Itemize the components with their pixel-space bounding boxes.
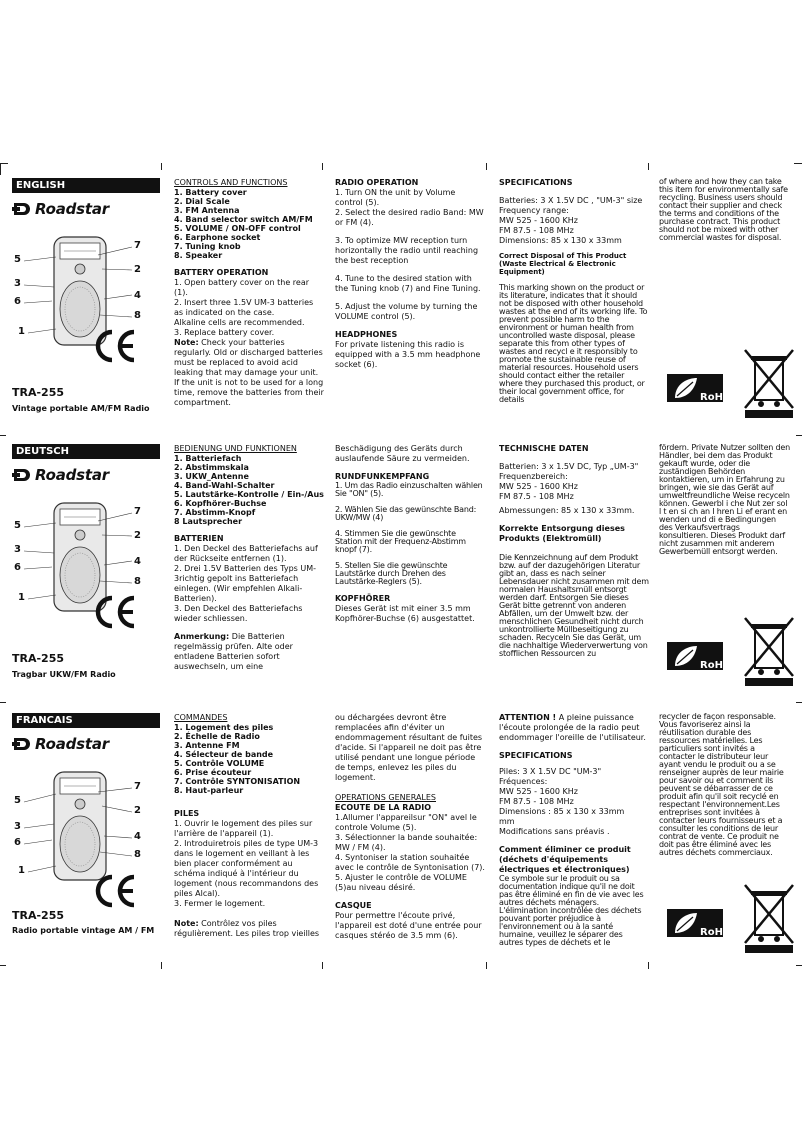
controls-item: 8. Haut-parleur xyxy=(174,786,244,795)
battery-step: 2. Drei 1.5V Batterien des Typs UM-3richtig gepolt ins Batteriefach einlegen. (Wir empfehlen Alkali-Batterien). xyxy=(174,564,317,603)
headphones-text: For private listening this radio is equipped with a 3.5 mm headphone socket (6). xyxy=(335,340,481,369)
figure-number: 4 xyxy=(134,290,141,301)
controls-list xyxy=(174,723,324,795)
ce-mark-icon xyxy=(92,328,138,364)
note-text-continued: Beschädigung des Geräts durch auslaufende Säure zu vermeiden. xyxy=(335,444,470,463)
battery-heading: PILES xyxy=(174,809,200,818)
disposal-text-continued: of where and how they can take this item for environmentally safe recycling. Business users should contact their supplier and check the terms and conditions of the purchase contract. This product should not be mixed with other commercial wastes for disposal. xyxy=(659,177,788,242)
spec-line: MW 525 - 1600 KHz xyxy=(499,216,578,225)
francais-controls-column xyxy=(174,713,324,939)
controls-item: 4. Band-Wahl-Schalter xyxy=(174,481,275,490)
model-description: Vintage portable AM/FM Radio xyxy=(12,404,150,413)
figure-number: 1 xyxy=(18,865,25,876)
rohs-leaf-icon xyxy=(667,642,731,671)
figure-number: 7 xyxy=(134,506,141,517)
battery-step: 3. Replace battery cover. xyxy=(174,328,275,337)
deutsch-section xyxy=(0,444,802,714)
roadstar-logo-icon xyxy=(12,736,32,752)
controls-item: 8. Speaker xyxy=(174,251,223,260)
radio-subheading: ECOUTE DE LA RADIO xyxy=(335,803,432,812)
compliance-marks xyxy=(667,881,797,961)
figure-number: 6 xyxy=(14,837,21,848)
english-spec-column xyxy=(499,178,649,404)
rohs-label: RoHS xyxy=(700,392,731,403)
radio-step: 5. Ajuster le contrôle de VOLUME (5)au niveau désiré. xyxy=(335,873,467,892)
controls-item: 4. Band selector switch AM/FM xyxy=(174,215,313,224)
controls-item: 5. Contrôle VOLUME xyxy=(174,759,265,768)
roadstar-logo-icon xyxy=(12,201,32,217)
battery-step: 1. Den Deckel des Batteriefachs auf der Rückseite entfernen (1). xyxy=(174,544,318,563)
disposal-heading: Correct Disposal of This Product (Waste Electrical & Electronic Equipment) xyxy=(499,252,627,276)
model-description: Radio portable vintage AM / FM xyxy=(12,926,155,935)
note-text: Contrôlez vos piles régulièrement. Les piles trop vieilles xyxy=(174,919,320,938)
deutsch-spec-column xyxy=(499,444,649,658)
radio-heading: RUNDFUNKEMPFANG xyxy=(335,472,430,481)
spec-heading: TECHNISCHE DATEN xyxy=(499,444,589,453)
francais-section xyxy=(0,713,802,983)
controls-item: 5. VOLUME / ON-OFF control xyxy=(174,224,301,233)
controls-item: 6. Kopfhörer-Buchse xyxy=(174,499,267,508)
compliance-marks xyxy=(667,614,797,694)
note-text: Check your batteries regularly. Old or discharged batteries must be replaced to avoid acid leaking that may damage your unit. If the unit is not to be used for a long time, remove the batteries from their compartment. xyxy=(174,338,324,407)
controls-list xyxy=(174,454,324,526)
crop-mark xyxy=(486,163,487,170)
radio-step: 1.Allumer l'appareilsur "ON" avel le controle Volume (5). xyxy=(335,813,477,832)
disposal-text: Ce symbole sur le produit ou sa documentation indique qu'il ne doit pas être éliminé en fin de vie avec les autres déchets ménagers. L'élimination incontrôlée des déchets pouvant porter préjudice à l'environnement ou à la santé humaine, veuillez le séparer des autres types de déchets et le xyxy=(499,874,644,947)
radio-step: 3. To optimize MW reception turn horizontally the radio until reaching the best reception xyxy=(335,236,479,265)
figure-number: 6 xyxy=(14,562,21,573)
disposal-text: Die Kennzeichnung auf dem Produkt bzw. auf der dazugehörigen Literatur gibt an, dass es nach seiner Lebensdauer nicht zusammen mit dem normalen Haushaltsmüll entsorgt werden darf. Entsorgen Sie dieses Gerät bitte getrennt von anderen Abfällen, um der Umwelt bzw. der menschlichen Gesundheit nicht durch unkontrollierte Müllbeseitigung zu schaden. Recyceln Sie das Gerät, um die nachhaltige Wiederverwertung von stofflichen Ressourcen zu xyxy=(499,553,649,658)
language-header: DEUTSCH xyxy=(12,444,160,459)
figure-number: 2 xyxy=(134,264,141,275)
controls-item: 1. Batteriefach xyxy=(174,454,242,463)
controls-item: 2. Échelle de Radio xyxy=(174,732,260,741)
crop-mark xyxy=(0,163,8,164)
controls-item: 5. Lautstärke-Kontrolle / Ein-/Aus xyxy=(174,490,324,499)
attention-label: ATTENTION ! xyxy=(499,713,557,722)
controls-item: 3. Antenne FM xyxy=(174,741,240,750)
radio-step: 2. Select the desired radio Band: MW or FM (4). xyxy=(335,208,484,227)
figure-number: 3 xyxy=(14,278,21,289)
figure-number: 7 xyxy=(134,781,141,792)
figure-number: 5 xyxy=(14,520,21,531)
controls-item: 7. Contrôle SYNTONISATION xyxy=(174,777,301,786)
deutsch-brand-column xyxy=(12,444,162,679)
controls-item: 7. Abstimm-Knopf xyxy=(174,508,256,517)
spec-line: MW 525 - 1600 KHz xyxy=(499,482,578,491)
radio-step: 1. Turn ON the unit by Volume control (5). xyxy=(335,188,456,207)
controls-item: 3. FM Antenna xyxy=(174,206,240,215)
francais-spec-column xyxy=(499,713,649,947)
brand-name: Roadstar xyxy=(35,735,109,753)
radio-step: 4. Syntoniser la station souhaitée avec le contrôle de Syntonisation (7). xyxy=(335,853,485,872)
controls-item: 2. Dial Scale xyxy=(174,197,230,206)
roadstar-logo xyxy=(12,463,162,487)
roadstar-logo xyxy=(12,732,162,756)
headphones-heading: KOPFHÖRER xyxy=(335,594,391,603)
headphones-heading: HEADPHONES xyxy=(335,330,398,339)
controls-heading: BEDIENUNG UND FUNKTIONEN xyxy=(174,444,297,453)
weee-bin-icon xyxy=(741,346,797,418)
figure-number: 1 xyxy=(18,592,25,603)
controls-item: 3. UKW_Antenne xyxy=(174,472,249,481)
controls-heading: COMMANDES xyxy=(174,713,228,722)
model-description: Tragbar UKW/FM Radio xyxy=(12,670,116,679)
ce-mark-icon xyxy=(92,594,138,630)
radio-step: 1. Um das Radio einzuschalten wählen Sie "ON" (5). xyxy=(335,481,483,498)
deutsch-radio-column xyxy=(335,444,485,624)
compliance-marks xyxy=(667,346,797,426)
spec-line: Dimensions: 85 x 130 x 33mm xyxy=(499,236,622,245)
weee-bin-icon xyxy=(741,881,797,953)
brand-name: Roadstar xyxy=(35,466,109,484)
note-text-continued: ou déchargées devront être remplacées afin d'éviter un endommagement résultant de fuites d'acide. Si l'appareil ne doit pas être utilisé pendant une longue période de temps, enlevez les piles du logement. xyxy=(335,713,483,782)
spec-line: MW 525 - 1600 KHz xyxy=(499,787,578,796)
crop-mark xyxy=(794,163,802,164)
radio-heading: RADIO OPERATION xyxy=(335,178,419,187)
battery-note xyxy=(174,632,324,672)
figure-number: 5 xyxy=(14,254,21,265)
english-controls-column xyxy=(174,178,324,408)
figure-number: 4 xyxy=(134,556,141,567)
figure-number: 8 xyxy=(134,576,141,587)
deutsch-controls-column xyxy=(174,444,324,672)
controls-item: 6. Prise écouteur xyxy=(174,768,252,777)
radio-step: 5. Adjust the volume by turning the VOLUME control (5). xyxy=(335,302,478,321)
radio-step: 3. Sélectionner la bande souhaitée: MW / FM (4). xyxy=(335,833,478,852)
radio-diagram xyxy=(12,225,162,355)
francais-radio-column xyxy=(335,713,485,941)
spec-line: Frequenzbereich: xyxy=(499,472,568,481)
radio-heading: OPERATIONS GENERALES xyxy=(335,793,436,802)
crop-mark xyxy=(322,163,323,170)
note-text: Die Batterien regelmässig prüfen. Alte oder entladene Batterien sofort auswechseln, um eine xyxy=(174,632,293,671)
roadstar-logo-icon xyxy=(12,467,32,483)
rohs-label: RoHS xyxy=(700,660,731,671)
disposal-heading: Korrekte Entsorgung dieses Produkts (Elektromüll) xyxy=(499,524,625,543)
figure-number: 3 xyxy=(14,821,21,832)
battery-step: Alkaline cells are recommended. xyxy=(174,318,305,327)
battery-note xyxy=(174,338,324,408)
disposal-text-continued: fördern. Private Nutzer sollten den Händler, bei dem das Produkt gekauft wurde, oder die zuständigen Behörden kontaktieren, um in Erfahrung zu bringen, wie sie das Gerät auf umweltfreundliche Weise recyceln können. Gewerbl i che Nut zer sol l t en si ch an I hren Li ef erant en wenden und di e Bedingungen des Verkaufsvertrags konsultieren. Dieses Produkt darf nicht zusammen mit anderem Gewerbemüll entsorgt werden. xyxy=(659,443,790,556)
spec-line: Frequency range: xyxy=(499,206,569,215)
figure-number: 8 xyxy=(134,310,141,321)
note-label: Note: xyxy=(174,338,199,347)
controls-item: 7. Tuning knob xyxy=(174,242,241,251)
model-number: TRA-255 xyxy=(12,386,65,399)
spec-line: Modifications sans préavis . xyxy=(499,827,610,836)
battery-heading: BATTERY OPERATION xyxy=(174,268,269,277)
figure-number: 2 xyxy=(134,530,141,541)
spec-line: mm xyxy=(499,817,515,826)
rohs-leaf-icon xyxy=(667,374,731,403)
controls-item: 6. Earphone socket xyxy=(174,233,261,242)
controls-item: 1. Battery cover xyxy=(174,188,247,197)
controls-item: 2. Abstimmskala xyxy=(174,463,249,472)
spec-line: Batterien: 3 x 1.5V DC, Typ „UM-3" xyxy=(499,462,639,471)
francais-disposal-column xyxy=(659,713,791,857)
spec-heading: SPECIFICATIONS xyxy=(499,751,573,760)
roadstar-logo xyxy=(12,197,162,221)
spec-line: Piles: 3 X 1.5V DC "UM-3" xyxy=(499,767,602,776)
english-section xyxy=(0,178,802,448)
disposal-text: This marking shown on the product or its literature, indicates that it should not be disposed with other household wastes at the end of its working life. To prevent possible harm to the environment or human health from uncontrolled waste disposal, please separate this from other types of wastes and recycl e it responsibly to promote the sustainable reuse of material resources. Household users should contact either the retailer where they purchased this product, or their local government office, for details xyxy=(499,283,648,404)
english-brand-column xyxy=(12,178,162,413)
english-disposal-column xyxy=(659,178,791,242)
figure-number: 7 xyxy=(134,240,141,251)
english-radio-column xyxy=(335,178,485,370)
radio-step: 4. Stimmen Sie die gewünschte Station mit der Frequenz-Abstimm knopf (7). xyxy=(335,529,466,554)
brand-name: Roadstar xyxy=(35,200,109,218)
figure-number: 6 xyxy=(14,296,21,307)
spec-line: FM 87.5 - 108 MHz xyxy=(499,797,574,806)
language-header: ENGLISH xyxy=(12,178,160,193)
spec-line: Batteries: 3 X 1.5V DC , "UM-3" size xyxy=(499,196,643,205)
radio-step: 5. Stellen Sie die gewünschte Lautstärke durch Drehen des Lautstärke-Reglers (5). xyxy=(335,561,448,586)
figure-number: 2 xyxy=(134,805,141,816)
model-number: TRA-255 xyxy=(12,909,65,922)
battery-heading: BATTERIEN xyxy=(174,534,224,543)
figure-number: 1 xyxy=(18,326,25,337)
deutsch-disposal-column xyxy=(659,444,791,556)
figure-number: 8 xyxy=(134,849,141,860)
weee-bin-icon xyxy=(741,614,797,686)
callout-lines xyxy=(12,760,162,890)
controls-list xyxy=(174,188,324,260)
spec-heading: SPECIFICATIONS xyxy=(499,178,573,187)
battery-step: 1. Open battery cover on the rear (1). xyxy=(174,278,310,297)
figure-number: 5 xyxy=(14,795,21,806)
spec-line: Fréquences: xyxy=(499,777,548,786)
disposal-heading: Comment éliminer ce produit (déchets d'équipements électriques et électroniques) xyxy=(499,845,631,874)
battery-note xyxy=(174,919,324,939)
battery-step: 1. Ouvrir le logement des piles sur l'arrière de l'appareil (1). xyxy=(174,819,313,838)
ce-mark-icon xyxy=(92,873,138,909)
headphones-text: Dieses Gerät ist mit einer 3.5 mm Kopfhörer-Buchse (6) ausgestattet. xyxy=(335,604,475,623)
battery-step: 2. Introduiretrois piles de type UM-3 dans le logement en veillant à les bien placer conformément au schéma indiqué à l'intérieur du logement (nous recommandons des piles Alcal). xyxy=(174,839,319,898)
figure-number: 4 xyxy=(134,831,141,842)
controls-item: 8 Lautsprecher xyxy=(174,517,243,526)
spec-line: Abmessungen: 85 x 130 x 33mm. xyxy=(499,506,635,515)
controls-heading: CONTROLS AND FUNCTIONS xyxy=(174,178,288,187)
spec-line: Dimensions : 85 x 130 x 33mm xyxy=(499,807,625,816)
battery-step: 3. Den Deckel des Batteriefachs wieder schliessen. xyxy=(174,604,303,623)
attention-text xyxy=(499,713,649,743)
francais-brand-column xyxy=(12,713,162,935)
radio-diagram xyxy=(12,760,162,890)
figure-number: 3 xyxy=(14,544,21,555)
rohs-label: RoHS xyxy=(700,927,731,938)
battery-step: 2. Insert three 1.5V UM-3 batteries as indicated on the case. xyxy=(174,298,314,317)
attention-body: A pleine puissance l'écoute prolongée de la radio peut endommager l'oreille de l'utilisateur. xyxy=(499,713,646,742)
crop-mark xyxy=(0,163,1,175)
note-label: Note: xyxy=(174,919,199,928)
radio-step: 4. Tune to the desired station with the Tuning knob (7) and Fine Tuning. xyxy=(335,274,481,293)
spec-line: FM 87.5 - 108 MHz xyxy=(499,492,574,501)
language-header: FRANCAIS xyxy=(12,713,160,728)
controls-item: 4. Sélecteur de bande xyxy=(174,750,274,759)
controls-item: 1. Logement des piles xyxy=(174,723,274,732)
crop-mark xyxy=(648,163,649,170)
radio-diagram xyxy=(12,491,162,621)
headphones-heading: CASQUE xyxy=(335,901,372,910)
headphones-text: Pour permettre l'écoute privé, l'appareil est doté d'une entrée pour casques stéréo de 3.5 mm (6). xyxy=(335,911,482,940)
radio-step: 2. Wählen Sie das gewünschte Band: UKW/MW (4) xyxy=(335,505,477,522)
model-number: TRA-255 xyxy=(12,652,65,665)
crop-mark xyxy=(161,163,162,170)
note-label: Anmerkung: xyxy=(174,632,230,641)
rohs-leaf-icon xyxy=(667,909,731,938)
spec-line: FM 87.5 - 108 MHz xyxy=(499,226,574,235)
battery-step: 3. Fermer le logement. xyxy=(174,899,266,908)
disposal-text-continued: recycler de façon responsable. Vous favoriserez ainsi la réutilisation durable des ressources matérielles. Les particuliers sont invités a contacter le distributeur leur ayant vendu le produit ou a se renseigner auprès de leur mairie pour savoir ou et comment ils peuvent se débarrasser de ce produit afin qu'il soit recyclé en respectant l'environnement.Les entreprises sont invitées à contacter leurs fournisseurs et a consulter les conditions de leur contrat de vente. Ce produit ne doit pas être éliminé avec les autres déchets commerciaux. xyxy=(659,712,784,857)
